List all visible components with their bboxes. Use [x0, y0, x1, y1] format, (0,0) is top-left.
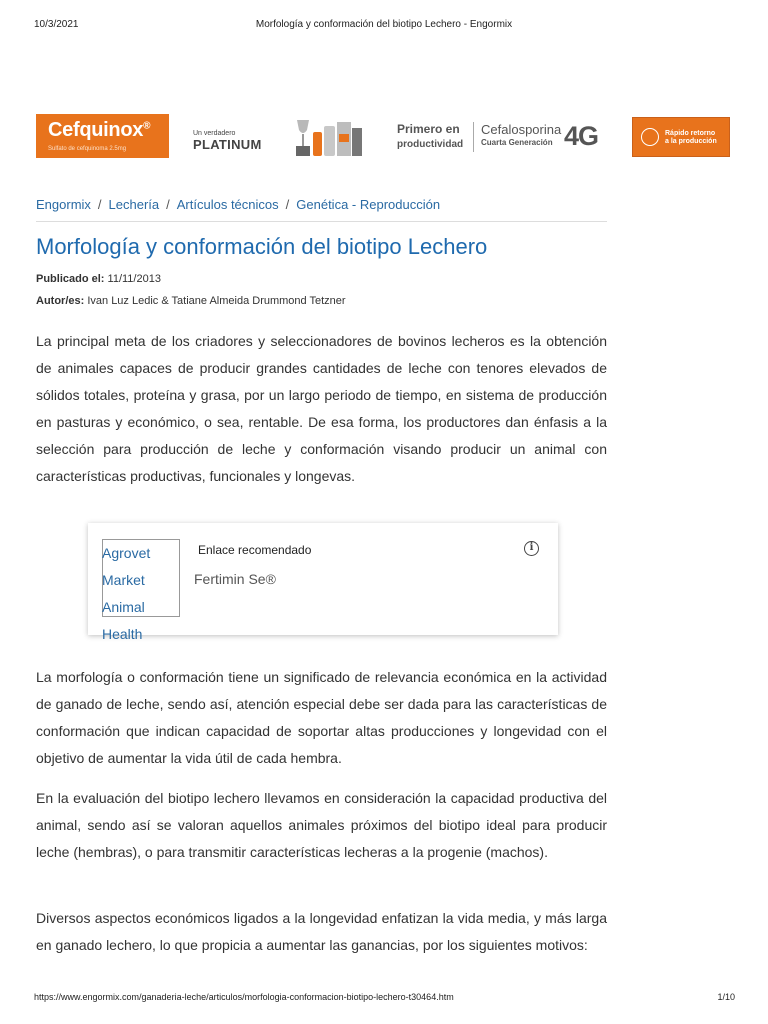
breadcrumb-separator: / — [97, 197, 102, 212]
banner-divider — [473, 122, 474, 152]
article-paragraph: La morfología o conformación tiene un significado de relevancia económica en la actividad de ganado de leche, sendo así, atención especial debe ser dada para las características de conformación que indican capacidad de soportar altas producciones y longevidad con el objetivo de aumentar la vida útil de cada hembra. — [36, 669, 607, 766]
recommended-product[interactable]: Fertimin Se® — [194, 571, 276, 587]
cta-button[interactable] — [632, 117, 730, 157]
breadcrumb — [36, 197, 607, 222]
print-title: Morfología y conformación del biotipo Lechero - Engormix — [255, 19, 513, 30]
brand-name: Cefquinox® — [48, 119, 151, 141]
recommended-label: Enlace recomendado — [198, 543, 312, 557]
product-bottles-image — [293, 116, 365, 158]
productivity-claim: Primero en productividad — [397, 122, 464, 150]
print-url: https://www.engormix.com/ganaderia-leche/articulos/morfologia-conformacion-biotipo-lechero-t30464.htm — [34, 992, 454, 1002]
sponsor-image-alt[interactable]: Agrovet Market Animal Health — [102, 545, 151, 642]
ad-banner[interactable] — [36, 110, 730, 162]
article-paragraph: La principal meta de los criadores y seleccionadores de bovinos lecheros es la obtención de animales capaces de producir grandes cantidades de leche con tenores elevados de sólidos totales, proteína y grasa, por un largo periodo de tiempo, en sistema de producción en pasturas y económico, o sea, rentable. De esa forma, los productores dan énfasis a la selección para producción de leche y conformación visando producir un animal con características productivas, funcionales y longevas. — [36, 333, 607, 484]
published-date: Publicado el: 11/11/2013 — [36, 273, 161, 285]
breadcrumb-engormix[interactable]: Engormix — [36, 197, 91, 212]
breadcrumb-articulos-tecnicos[interactable]: Artículos técnicos — [176, 197, 279, 212]
return-icon — [641, 128, 659, 146]
cta-text: Rápido retorno a la producción — [665, 130, 717, 146]
page-title: Morfología y conformación del biotipo Lechero — [36, 234, 488, 259]
breadcrumb-genetica-reproduccion[interactable]: Genética - Reproducción — [296, 197, 441, 212]
info-icon[interactable]: i — [524, 541, 539, 556]
cefquinox-logo[interactable] — [36, 114, 169, 158]
breadcrumb-lecheria[interactable]: Lechería — [108, 197, 160, 212]
breadcrumb-separator: / — [285, 197, 290, 212]
generation-badge: 4G — [564, 121, 599, 151]
print-footer — [0, 992, 768, 1006]
print-date: 10/3/2021 — [34, 19, 79, 30]
brand-subtitle: Sulfato de cefquinoma 2.5mg — [48, 146, 127, 152]
authors: Autor/es: Ivan Luz Ledic & Tatiane Almeida Drummond Tetzner — [36, 295, 346, 307]
platinum-tagline: Un verdadero PLATINUM — [193, 130, 262, 152]
article-paragraph: Diversos aspectos económicos ligados a la longevidad enfatizan la vida media, y más larga en ganado lechero, lo que propicia a aumentar las ganancias, por los siguientes motivos: — [36, 910, 607, 953]
print-header — [0, 19, 768, 33]
page-number: 1/10 — [717, 992, 735, 1002]
breadcrumb-separator: / — [166, 197, 170, 212]
article-paragraph: En la evaluación del biotipo lechero llevamos en consideración la capacidad productiva del animal, sendo así se valoran aquellos animales próximos del biotipo ideal para producir leche (hembras), o para transmitir características lecheras a la progenie (machos). — [36, 790, 607, 860]
recommended-link-card[interactable] — [88, 523, 558, 642]
drug-class: Cefalosporina Cuarta Generación — [481, 122, 562, 147]
